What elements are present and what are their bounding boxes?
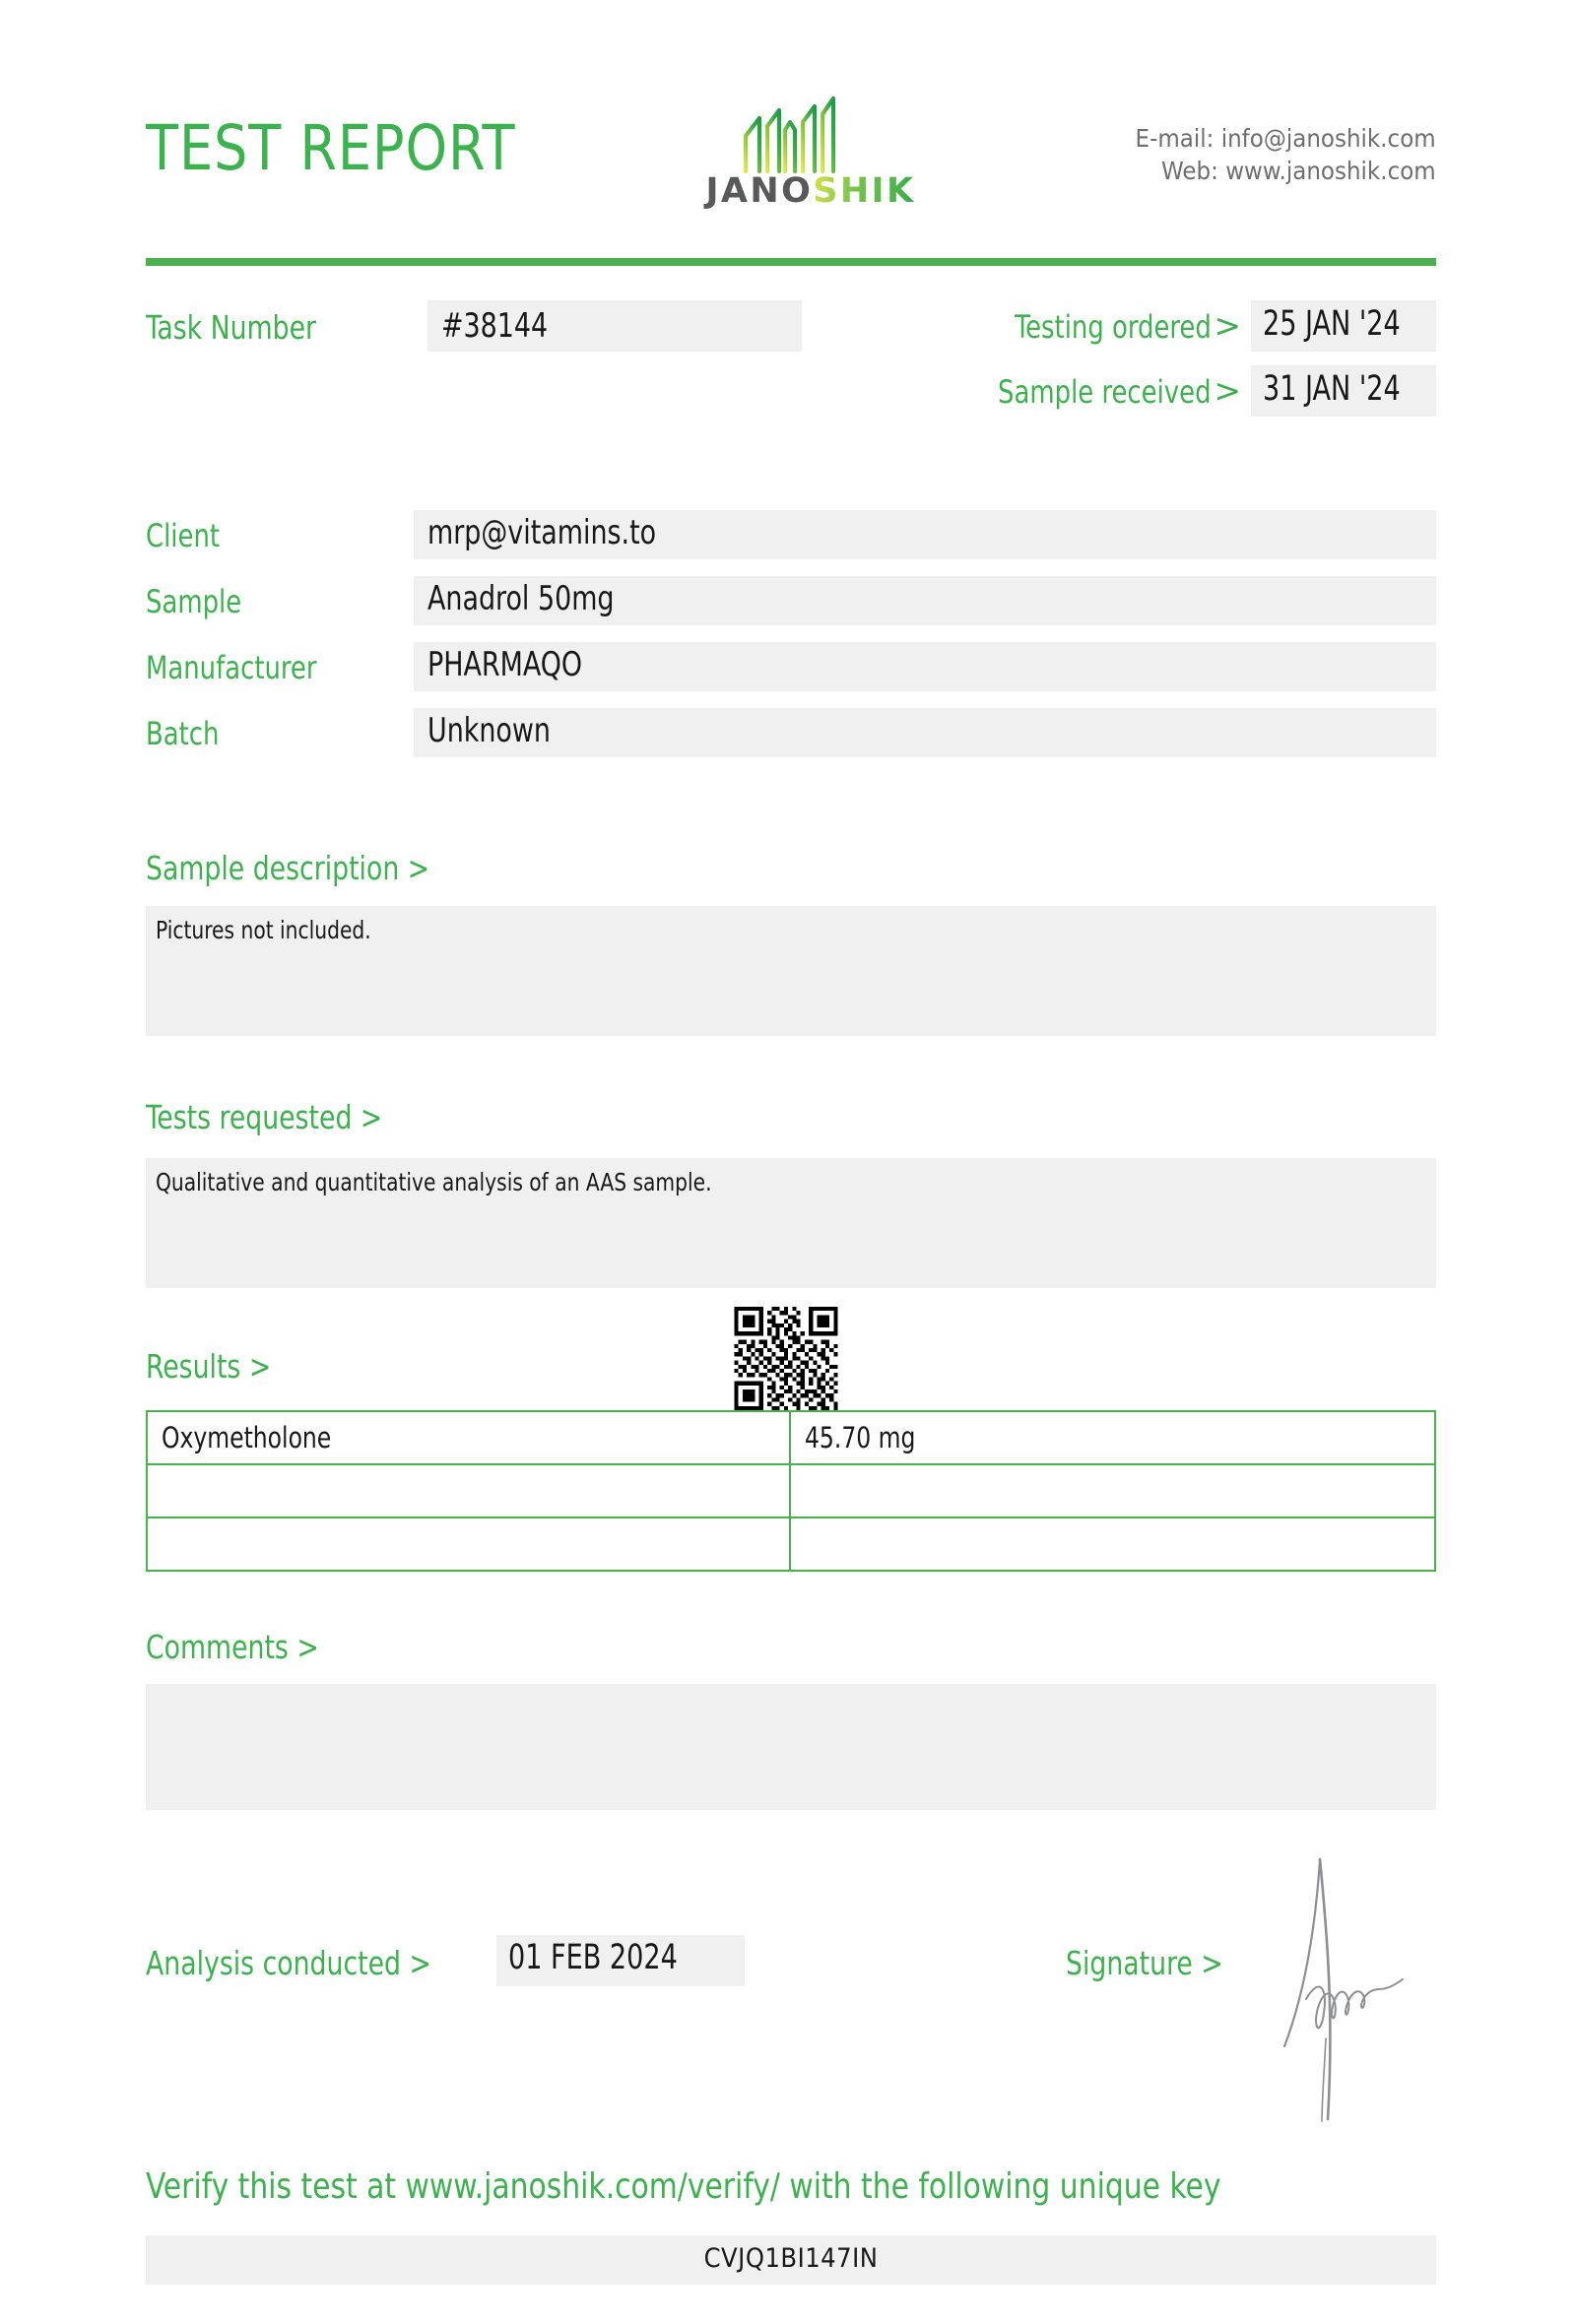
page-title: TEST REPORT	[146, 112, 516, 184]
table-row	[147, 1517, 1435, 1571]
contact-email: E-mail: info@janoshik.com	[1135, 124, 1436, 153]
field-sample	[146, 576, 1436, 625]
field-client-box	[414, 510, 1436, 559]
field-sample-value: Anadrol 50mg	[427, 579, 615, 618]
task-number-label: Task Number	[146, 308, 316, 347]
analysis-conducted-label: Analysis conducted >	[146, 1944, 431, 1982]
task-number-value: #38144	[441, 306, 549, 346]
testing-ordered-label: Testing ordered	[1015, 308, 1212, 346]
testing-ordered-row	[880, 300, 1436, 352]
chromatogram-peaks-icon	[734, 97, 862, 173]
sample-description-text: Pictures not included.	[156, 916, 371, 944]
sample-received-row	[880, 365, 1436, 417]
result-amount-cell	[790, 1411, 1435, 1464]
brand-wordmark-accent: SHIK	[813, 171, 916, 211]
unique-key-value: CVJQ1BI147IN	[703, 2243, 879, 2274]
header-divider	[146, 258, 1436, 266]
tests-requested-text: Qualitative and quantitative analysis of an AAS sample.	[156, 1168, 712, 1196]
tests-requested-box	[146, 1158, 1436, 1288]
sample-received-box	[1251, 365, 1436, 417]
result-amount-cell	[790, 1517, 1435, 1571]
field-batch-label: Batch	[146, 715, 220, 752]
analysis-conducted-value: 01 FEB 2024	[508, 1938, 678, 1977]
result-compound-cell	[147, 1411, 790, 1464]
task-number-box	[427, 300, 802, 352]
field-manufacturer-box	[414, 642, 1436, 691]
sample-description-heading: Sample description >	[146, 849, 430, 887]
result-amount-value: 45.70 mg	[805, 1421, 916, 1454]
sample-info-fields	[146, 510, 1436, 774]
table-row	[147, 1464, 1435, 1517]
result-amount-cell	[790, 1464, 1435, 1517]
janoshik-logo	[692, 95, 929, 232]
contact-web: Web: www.janoshik.com	[1161, 157, 1436, 185]
brand-wordmark-dark: JANO	[705, 171, 814, 211]
sample-received-value: 31 JAN '24	[1263, 369, 1401, 409]
brand-wordmark	[692, 171, 929, 211]
result-compound-value: Oxymetholone	[162, 1421, 332, 1454]
chevron-right-icon: >	[1214, 371, 1241, 410]
sample-description-box	[146, 906, 1436, 1036]
testing-ordered-box	[1251, 300, 1436, 352]
comments-box	[146, 1684, 1436, 1810]
field-batch	[146, 708, 1436, 757]
field-batch-box	[414, 708, 1436, 757]
report-header	[146, 95, 1436, 232]
chevron-right-icon: >	[1214, 306, 1241, 345]
field-client-label: Client	[146, 517, 221, 554]
field-client	[146, 510, 1436, 559]
signature-image	[1277, 1851, 1474, 2127]
sample-received-label: Sample received	[998, 373, 1212, 411]
field-manufacturer-label: Manufacturer	[146, 649, 317, 686]
unique-key-box	[146, 2235, 1436, 2285]
table-row	[147, 1411, 1435, 1464]
verification-qr-code	[732, 1307, 840, 1410]
field-client-value: mrp@vitamins.to	[427, 513, 657, 552]
field-sample-box	[414, 576, 1436, 625]
contact-info	[1136, 122, 1436, 187]
field-sample-label: Sample	[146, 583, 242, 620]
field-batch-value: Unknown	[427, 711, 551, 750]
testing-ordered-value: 25 JAN '24	[1263, 304, 1401, 344]
signature-label: Signature >	[1066, 1944, 1223, 1982]
dates-group	[880, 300, 1436, 430]
report-sheet	[146, 0, 1436, 2324]
comments-heading: Comments >	[146, 1628, 319, 1666]
tests-requested-heading: Tests requested >	[146, 1098, 383, 1136]
analysis-conducted-box	[496, 1935, 745, 1986]
field-manufacturer-value: PHARMAQO	[427, 645, 583, 684]
result-compound-cell	[147, 1464, 790, 1517]
results-table	[146, 1410, 1436, 1572]
result-compound-cell	[147, 1517, 790, 1571]
results-heading: Results >	[146, 1347, 272, 1386]
verify-instruction: Verify this test at www.janoshik.com/verify/ with the following unique key	[146, 2166, 1221, 2207]
field-manufacturer	[146, 642, 1436, 691]
